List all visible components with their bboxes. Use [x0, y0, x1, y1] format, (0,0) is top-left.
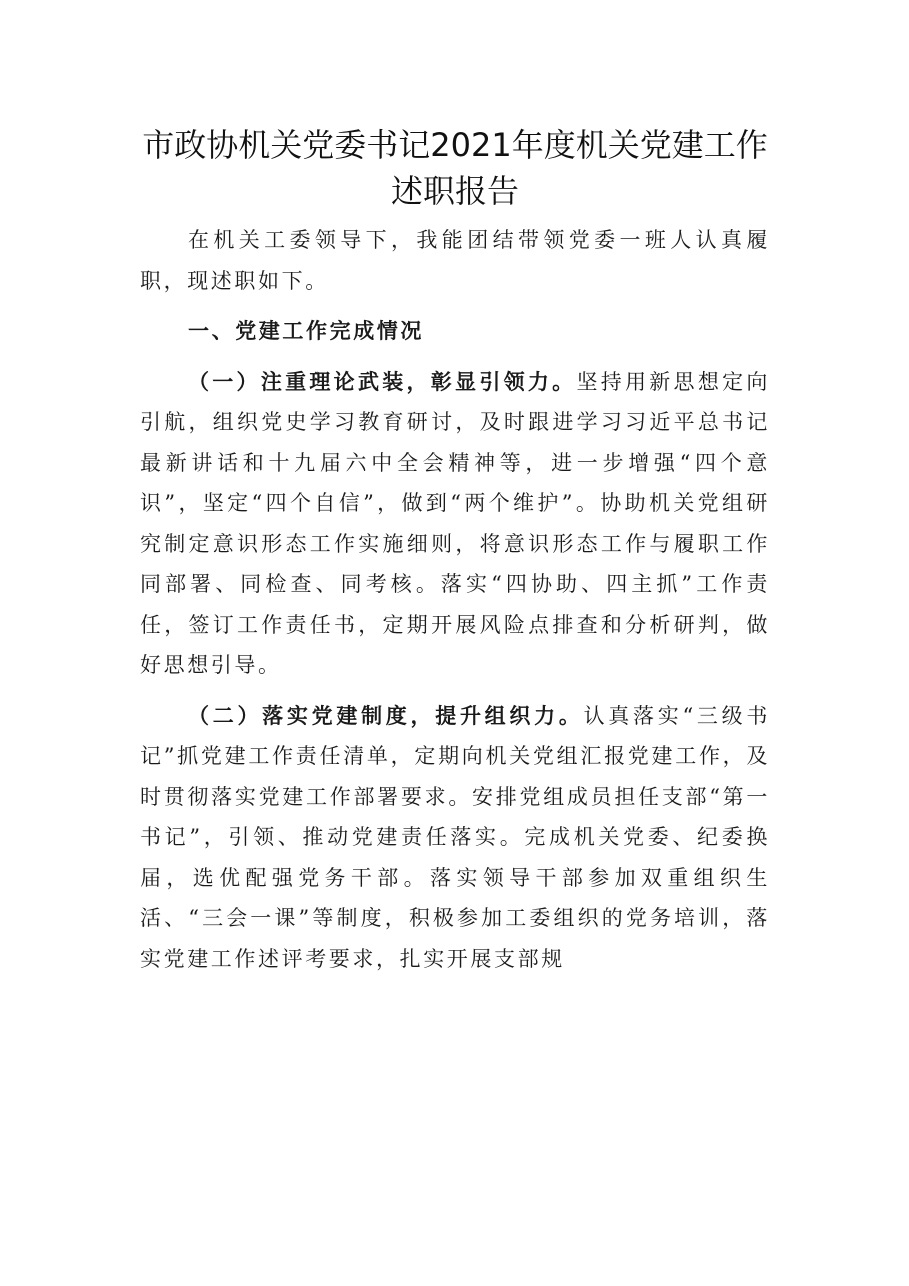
item-1-lead: （一）注重理论武装，彰显引领力。: [188, 369, 577, 394]
item-2-lead: （二）落实党建制度，提升组织力。: [188, 703, 584, 728]
item-1-text: 坚持用新思想定向引航，组织党史学习教育研讨，及时跟进学习习近平总书记最新讲话和十九届六中全会精神等，进一步增强“四个意识”，坚定“四个自信”，做到“两个维护”。协助机关党组研究制定意识形态工作实施细则，将意识形态工作与履职工作同部署、同检查、同考核。落实“四协助、四主抓”工作责任，签订工作责任书，定期开展风险点排查和分析研判，做好思想引导。: [140, 369, 770, 677]
document-body: [140, 220, 770, 979]
paragraph-item-2: [140, 696, 770, 980]
item-2-text: 认真落实“三级书记”抓党建工作责任清单，定期向机关党组汇报党建工作，及时贯彻落实党建工作部署要求。安排党组成员担任支部“第一书记”，引领、推动党建责任落实。完成机关党委、纪委换届，选优配强党务干部。落实领导干部参加双重组织生活、“三会一课”等制度，积极参加工委组织的党务培训，落实党建工作述评考要求，扎实开展支部规: [140, 703, 770, 971]
intro-paragraph: 在机关工委领导下，我能团结带领党委一班人认真履职，现述职如下。: [140, 228, 770, 293]
paragraph-item-1: [140, 362, 770, 686]
section-heading: 一、党建工作完成情况: [188, 319, 424, 343]
document-title: 市政协机关党委书记2021年度机关党建工作述职报告: [142, 126, 768, 210]
